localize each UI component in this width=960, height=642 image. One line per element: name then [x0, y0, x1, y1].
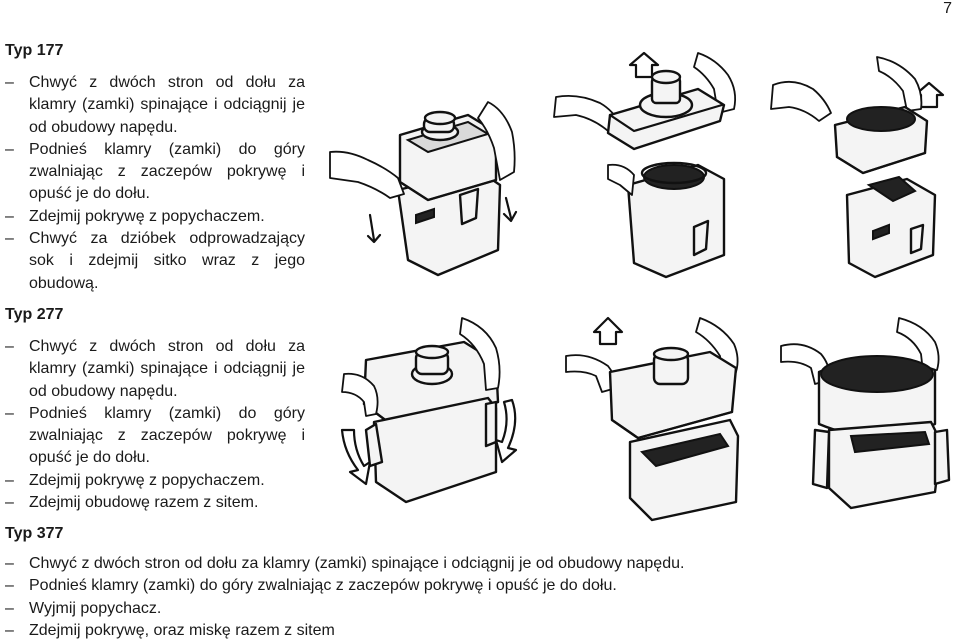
section-title-typ-277: Typ 277 [5, 306, 64, 323]
step-4: – Chwyć za dzióbek odprowadzający sok i zdejmij sitko wraz z jego obudową. [5, 228, 305, 295]
steps-typ-277 [5, 336, 305, 514]
step-3: – Zdejmij pokrywę z popychaczem. [5, 470, 305, 492]
steps-typ-377 [5, 553, 825, 642]
juicer-277-lid-lift-illustration [560, 312, 760, 522]
step-4: – Zdejmij pokrywę, oraz miskę razem z sitem [5, 620, 825, 642]
step-2: – Podnieś klamry (zamki) do góry zwalniając z zaczepów pokrywę i opuść je do dołu. [5, 139, 305, 206]
juicer-sieve-remove-illustration [765, 45, 960, 285]
step-1: – Chwyć z dwóch stron od dołu za klamry (zamki) spinające i odciągnij je od obudowy napędu. [5, 72, 305, 139]
juicer-clamp-open-illustration [328, 90, 528, 290]
juicer-277-clamp-open-illustration [336, 312, 526, 522]
step-1: – Chwyć z dwóch stron od dołu za klamry (zamki) spinające i odciągnij je od obudowy napędu. [5, 553, 825, 575]
step-1: – Chwyć z dwóch stron od dołu za klamry (zamki) spinające i odciągnij je od obudowy napędu. [5, 336, 305, 403]
step-4: – Zdejmij obudowę razem z sitem. [5, 492, 305, 514]
step-2: – Podnieś klamry (zamki) do góry zwalniając z zaczepów pokrywę i opuść je do dołu. [5, 403, 305, 470]
step-3: – Zdejmij pokrywę z popychaczem. [5, 206, 305, 228]
page-number: 7 [943, 0, 952, 17]
juicer-lid-lift-illustration [548, 45, 748, 285]
step-3: – Wyjmij popychacz. [5, 598, 825, 620]
juicer-277-housing-remove-illustration [775, 312, 960, 522]
step-2: – Podnieś klamry (zamki) do góry zwalniając z zaczepów pokrywę i opuść je do dołu. [5, 575, 825, 597]
steps-typ-177 [5, 72, 305, 295]
section-title-typ-177: Typ 177 [5, 42, 64, 59]
section-title-typ-377: Typ 377 [5, 525, 64, 542]
